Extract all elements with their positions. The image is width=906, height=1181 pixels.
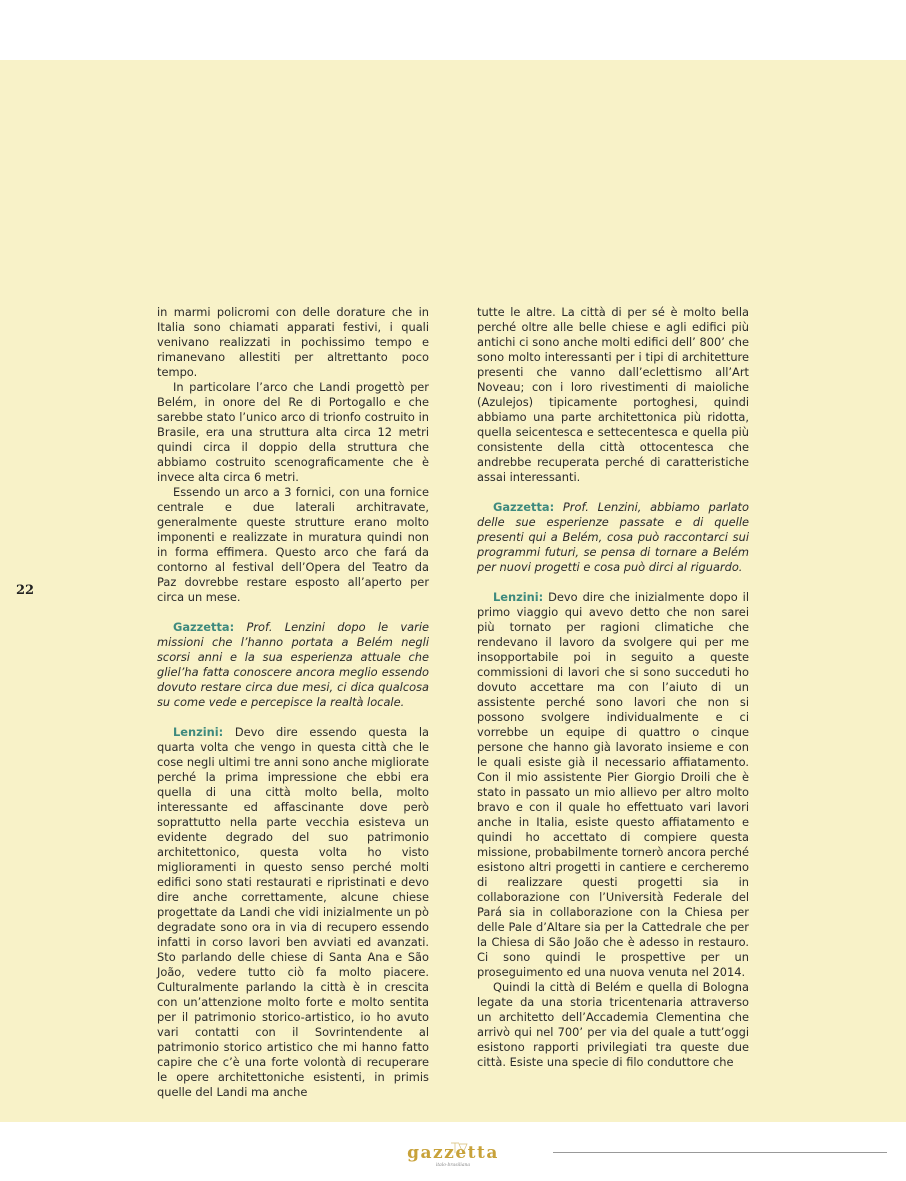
speaker-label: Lenzini: [173, 725, 224, 739]
question-text: Prof. Lenzini, abbiamo parlato delle sue esperienze passate e di quelle presenti qui a Belém, cosa può raccontarci sui programmi futuri, se pensa di tornare a Belém per nuovi progetti e cosa può dirci al riguardo. [477, 500, 749, 574]
logo-subtitle: italo-brasiliana [435, 1163, 471, 1168]
speaker-label: Gazzetta: [173, 620, 235, 634]
paragraph: Quindi la città di Belém e quella di Bologna legate da una storia tricentenaria attraverso un architetto dell’Accademia Clementina che arrivò qui nel 700’ per via del quale a tutt’oggi esistono rapporti privilegiati tra queste due città. Esiste una specie di filo conduttore che [477, 980, 749, 1069]
answer-text: Devo dire che inizialmente dopo il primo viaggio qui avevo detto che non sarei più tornato per ragioni climatiche che rendevano il lavoro da svolgere qui per me insopportabile poi in seguito a queste commissioni di lavori che si sono succeduti ho dovuto accettare ma con l’aiuto di un assistente perché sono lavori che non si possono svolgere individualmente e ci vorrebbe un equipe di quattro o cinque persone che hanno già lavorato insieme e con le quali esiste già il necessario affiatamento. Con il mio assistente Pier Giorgio Droili che è stato in passato un mio allievo per altro molto bravo e con il quale ho effettuato vari lavori anche in Italia, esiste questo affiatamento e quindi ho accettato di compiere questa missione, probabilmente tornerò ancora perché esistono altri progetti in cantiere e cercheremo di realizzare questi progetti sia in collaborazione con l’Università Federale del Pará sia in collaborazione con la Chiesa per delle Pale d’Altare sia per la Cattedrale che per la Chiesa di São João che è adesso in restauro. Ci sono quindi le prospettive per un proseguimento ed una nuova venuta nel 2014. [477, 590, 749, 979]
paragraph: in marmi policromi con delle dorature che in Italia sono chiamati apparati festivi, i quali venivano realizzati in pochissimo tempo e rimanevano allestiti per altrettanto poco tempo. [157, 305, 429, 379]
paragraph: In particolare l’arco che Landi progettò per Belém, in onore del Re di Portogallo e che sarebbe stato l’unico arco di trionfo costruito in Brasile, era una struttura alta circa 12 metri quindi circa il doppio della struttura che abbiamo costruito scenograficamente che è invece alta circa 6 metri. [157, 380, 429, 484]
footer-divider [553, 1152, 887, 1153]
logo-wordmark: gazzetta [407, 1143, 499, 1163]
answer-lenzini-1 [157, 725, 429, 1100]
question-gazzetta-2 [477, 500, 749, 575]
speaker-label: Gazzetta: [493, 500, 555, 514]
question-gazzetta-1 [157, 620, 429, 710]
answer-lenzini-2 [477, 590, 749, 980]
paragraph: tutte le altre. La città di per sé è molto bella perché oltre alle belle chiese e agli edifici più antichi ci sono anche molti edifici dell’ 800’ che sono molto interessanti per i tipi di architetture presenti che vanno dall’eclettismo all’Art Noveau; con i loro rivestimenti di maioliche (Azulejos) tipicamente portoghesi, quindi abbiamo una parte architettonica più ridotta, quella seicentesca e settecentesca e quella più consistente della città ottocentesca che andrebbe recuperata perché di caratteristiche assai interessanti. [477, 305, 749, 484]
question-text: Prof. Lenzini dopo le varie missioni che l’hanno portata a Belém negli scorsi anni e la sua esperienza attuale che gliel’ha fatta conoscere ancora meglio essendo dovuto restare circa due mesi, ci dica qualcosa su come vede e percepisce la realtà locale. [157, 620, 429, 709]
gazzetta-logo [395, 1140, 511, 1172]
paragraph: Essendo un arco a 3 fornici, con una fornice centrale e due laterali architravate, generalmente queste strutture erano molto imponenti e realizzate in muratura quindi non in forma effimera. Questo arco che fará da contorno al festival dell’Opera del Teatro da Paz dovrebbe restare esposto all’aperto per circa un mese. [157, 485, 429, 604]
cream-page-background [0, 60, 906, 1122]
text-column-left [157, 305, 429, 1100]
page-number: 22 [16, 583, 35, 598]
speaker-label: Lenzini: [493, 590, 544, 604]
answer-text: Devo dire essendo questa la quarta volta che vengo in questa città che le cose negli ultimi tre anni sono anche migliorate perché la prima impressione che ebbi era quella di una città molto bella, molto interessante ed affascinante dove però soprattutto nella parte vecchia esisteva un evidente degrado del suo patrimonio architettonico, questa volta ho visto miglioramenti in questo senso perché molti edifici sono stati restaurati e ripristinati e devo dire anche correttamente, alcune chiese progettate da Landi che vidi inizialmente un pò degradate sono ora in via di recupero essendo infatti in corso lavori ben avviati ed avanzati. Sto parlando delle chiese di Santa Ana e São João, vedere tutto ciò fa molto piacere. Culturalmente parlando la città è in crescita con un’attenzione molto forte e molto sentita per il patrimonio storico-artistico, io ho avuto vari contatti con il Sovrintendente al patrimonio storico artistico che mi hanno fatto capire che c’è una forte volontà di recuperare le opere architettoniche esistenti, in primis quelle del Landi ma anche [157, 725, 429, 1099]
text-column-right [477, 305, 749, 1070]
